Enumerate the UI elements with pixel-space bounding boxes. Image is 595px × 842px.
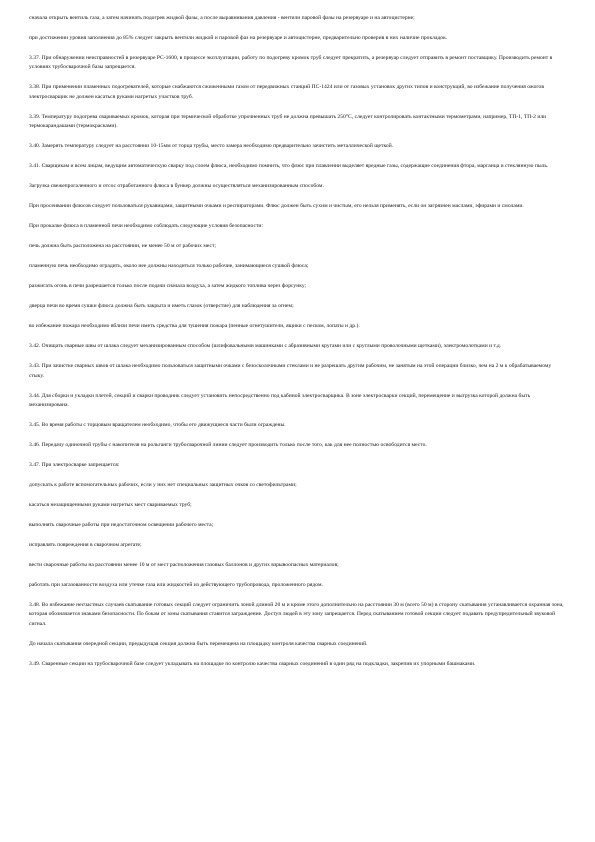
paragraph-18: 3.44. Для сборки и укладки плетей, секций и сварки проводник следует установить непосредственно под кабиной электросварщика. В зоне электросварки секций, перемещение и выгрузка которой должна быть механизирована. (29, 392, 531, 409)
paragraph-10: При прокалке флюса в пламенной печи необходимо соблюдать следующие условия безопасности: (29, 223, 263, 230)
paragraph-29: До начала скатывания очередной секции, предыдущая секция должна быть перемещена на площадку контроля качества сварных соединений. (29, 640, 368, 647)
paragraph-15: во избежание пожара необходимо вблизи печи иметь средства для тушения пожара (пенные огнетушители, ящики с песком, лопаты и др.). (29, 323, 360, 330)
paragraph-24: выполнять сварочные работы при недостаточном освещении рабочего места; (29, 522, 214, 529)
paragraph-28: 3.48. Во избежание несчастных случаев скатывание готовых секций следует ограничить зоной длиной 20 м и кроме этого дополнительно на расстоянии 30 м (всего 50 м) в сторону скатывания устанавливается охранная зона, которая обозначается знаками безопасности. По бокам от зоны скатывания ставится заграждение. Доступ людей в эту зону запрещается. Перед скатыванием готовой секции следует подавать предупредительный звуковой сигнал. (29, 602, 564, 627)
paragraph-27: работать при загазованности воздуха или утечке газа или жидкостей из действующего трубопровода, проложенного рядом. (29, 582, 323, 589)
paragraph-5: 3.39. Температуру подогрева свариваемых кромок, которая при термической обработке упрочненных труб не должна превышать 250°С, следует контролировать контактными термометрами, например, ТП-1, ТП-2 или термокарандашами (термокрасками). (29, 113, 547, 130)
paragraph-19: 3.45. Во время работы с торцовым вращателем необходимо, чтобы его движущиеся части были ограждены. (29, 422, 286, 429)
paragraph-1: сначала открыть вентиль газа, а затем начинать подогрев жидкой фазы, а после выравнивания давления - вентили паровой фазы на резервуаре и на автоцистерне; (29, 15, 415, 21)
paragraph-17: 3.43. При зачистке сварных швов от шлака необходимо пользоваться защитными очками с безосколочными стеклами и не разрешать другим рабочим, не занятым на этой операции близко, чем на 2 м к обрабатываемому стыку. (29, 363, 552, 379)
paragraph-13: разжигать огонь в печи разрешается только после подачи сначала воздуха, а затем жидкого топлива через форсунку; (29, 283, 307, 290)
paragraph-11: печь должна быть расположена на расстоянии, не менее 50 м от рабочих мест; (29, 243, 216, 250)
paragraph-20: 3.46. Передачу одиночной трубы с накопителя на рольганги трубосварочной линии следует производить только после того, как для нее полностью освободится место. (29, 442, 427, 449)
paragraph-23: касаться незащищенными руками нагретых мест свариваемых труб; (29, 502, 192, 509)
paragraph-21: 3.47. При электросварке запрещается: (29, 462, 120, 469)
paragraph-22: допускать к работе вспомогательных рабочих, если у них нет специальных защитных очков со светофильтрами; (29, 482, 297, 489)
paragraph-8: Загрузка свежепрогаленного и отсос отработанного флюса в бункер должны осуществляться механизированным способом. (29, 183, 324, 190)
paragraph-7: 3.41. Сварщикам и всем лицам, ведущим автоматическую сварку под слоем флюса, необходимо помнить, что флюс при плавлении выделяет вредные газы, содержащие соединения фтора, марганца и стеклянную пыль. (29, 163, 549, 170)
paragraph-12: пламенную печь необходимо оградить, около нее должны находиться только рабочие, занимающиеся сушкой флюса; (29, 263, 309, 270)
paragraph-3: 3.37. При обнаружении неисправностей в резервуаре РС-1600, в процессе эксплуатации, работу по подогреву кромок труб следует прекратить, а резервуар следует отправить в ремонт поставщику. Производить ремонт в условиях трубосварочной базы запрещается. (29, 55, 553, 71)
paragraph-2: при достижении уровня заполнения до 85% следует закрыть вентили жидкой и паровой фаз на резервуаре и автоцистерне, предварительно проверив в них наличие прокладок. (29, 35, 448, 41)
paragraph-30: 3.49. Сваренные секции на трубосварочной базе следует укладывать на площадке по контролю качества сварных соединений в один ряд на подкладки, закрепив их упорными башмаками. (29, 660, 476, 667)
paragraph-9: При просеивании флюсов следует пользоваться рукавицами, защитными очками и респираторами. Флюс должен быть сухим и чистым, его нельзя применять, если он загрязнен маслами, эфирами и смолами. (29, 203, 524, 210)
paragraph-4: 3.38. При применении пламенных подогревателей, которые снабжаются сжиженными газом от передвижных станций ПС-1424 или от газовых установок других типов и конструкций, во избежание получения ожогов электросварщик не должен касаться руками нагретых участков труб. (29, 84, 544, 100)
paragraph-14: дверца печи во время сушки флюса должна быть закрыта и иметь глазок (отверстие) для наблюдения за огнем; (29, 303, 294, 310)
paragraph-26: вести сварочные работы на расстоянии менее 10 м от мест расположения газовых баллонов и других взрывоопасных материалов; (29, 562, 339, 569)
paragraph-6: 3.40. Замерять температуру следует на расстоянии 10-15мм от торца трубы, место замера необходимо предварительно зачистить металлической щеткой. (29, 143, 394, 150)
paragraph-25: исправлять повреждения в сварочном агрегате; (29, 542, 142, 549)
paragraph-16: 3.42. Очищать сварные швы от шлака следует механизированным способом (шлифовальными машинками с абразивными кругами или с круглыми проволочными щетками), электромолотками и т.д. (29, 343, 502, 350)
